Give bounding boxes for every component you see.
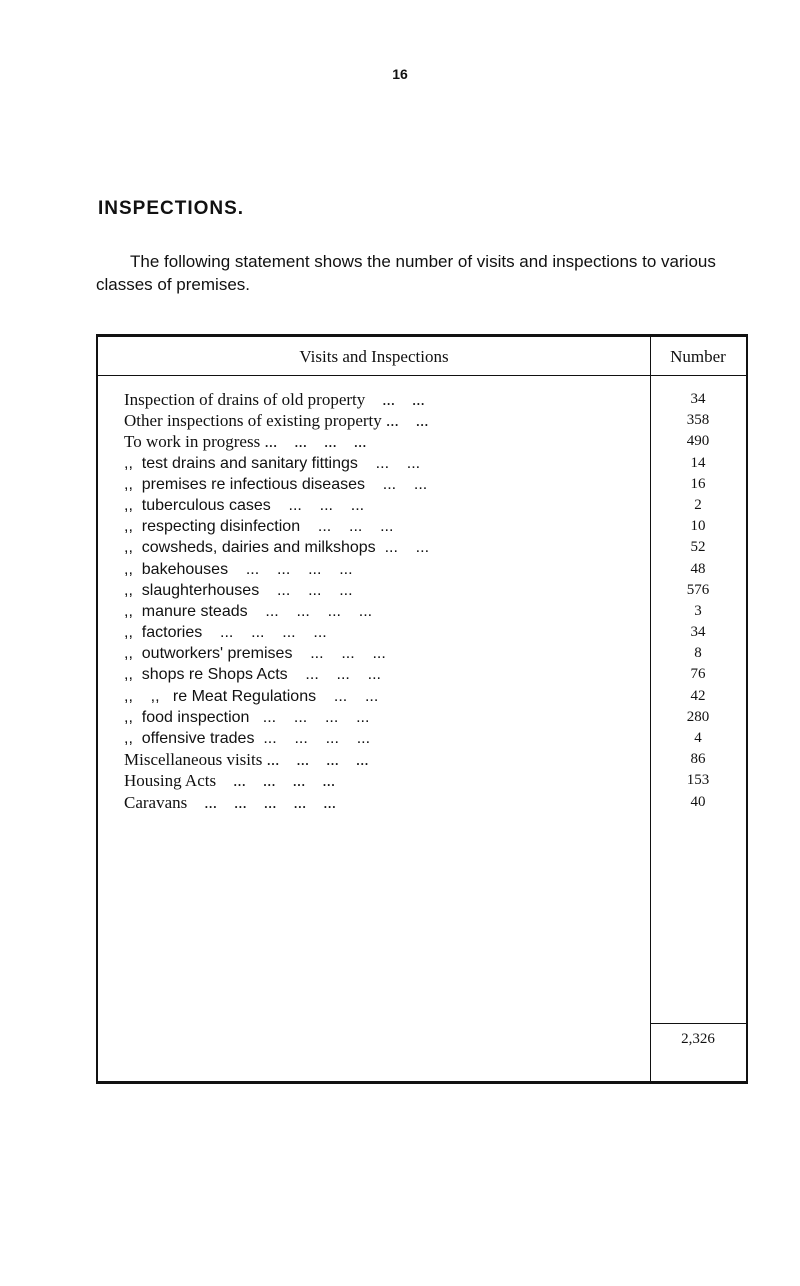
row-value: 2 <box>694 496 702 513</box>
table-row <box>98 474 746 495</box>
table-row <box>98 431 746 452</box>
table-row <box>98 707 746 728</box>
header-visits-and-inspections: Visits and Inspections <box>299 347 449 366</box>
table-row <box>98 643 746 664</box>
row-value: 16 <box>690 475 706 492</box>
row-label: ,, manure steads ... ... ... ... <box>124 602 373 620</box>
table-row <box>98 728 746 749</box>
table-row <box>98 453 746 474</box>
row-value: 576 <box>686 581 710 598</box>
row-value: 42 <box>690 687 706 704</box>
row-label: Miscellaneous visits ... ... ... ... <box>124 750 369 770</box>
table-row <box>98 749 746 770</box>
row-value: 14 <box>690 454 706 471</box>
row-label: ,, food inspection ... ... ... ... <box>124 708 370 726</box>
row-value: 280 <box>686 708 710 725</box>
row-value: 4 <box>694 730 702 746</box>
row-label: ,, respecting disinfection ... ... ... <box>124 518 394 536</box>
header-number: Number <box>670 347 726 366</box>
row-label: ,, outworkers' premises ... ... ... <box>124 645 386 663</box>
table-row <box>98 495 746 516</box>
row-value: 3 <box>694 602 702 619</box>
table-row <box>98 410 746 431</box>
table-row <box>98 516 746 537</box>
table-row <box>98 389 746 410</box>
page-heading: INSPECTIONS. <box>98 198 245 219</box>
table-row <box>98 601 746 622</box>
row-label: ,, slaughterhouses ... ... ... <box>124 581 353 599</box>
row-label: To work in progress ... ... ... ... <box>124 432 367 452</box>
table-row <box>98 580 746 601</box>
row-value: 86 <box>690 751 706 768</box>
table-row <box>98 664 746 685</box>
table-body <box>98 389 746 813</box>
row-label: Inspection of drains of old property ... ... <box>124 390 425 409</box>
row-value: 8 <box>694 645 702 662</box>
intro-paragraph: The following statement shows the number of visits and inspections to various classes of premises. <box>96 252 716 294</box>
row-value: 490 <box>686 433 710 450</box>
row-label: Caravans ... ... ... ... ... <box>124 792 337 812</box>
row-label: Housing Acts ... ... ... ... <box>124 771 336 791</box>
row-label: Other inspections of existing property ... ... <box>124 411 429 431</box>
table-row <box>98 537 746 558</box>
row-label: ,, ,, re Meat Regulations ... ... <box>124 687 379 705</box>
table-header <box>98 337 746 376</box>
row-value: 358 <box>686 412 710 429</box>
table-row <box>98 622 746 643</box>
row-label: ,, tuberculous cases ... ... ... <box>124 496 365 514</box>
row-value: 40 <box>690 793 706 810</box>
row-value: 48 <box>690 560 706 577</box>
row-label: ,, test drains and sanitary fittings ... ... <box>124 454 421 472</box>
row-value: 34 <box>690 391 706 407</box>
total-value: 2,326 <box>681 1031 715 1047</box>
table-row <box>98 559 746 580</box>
table-row <box>98 686 746 707</box>
row-value: 52 <box>690 539 706 556</box>
row-value: 10 <box>690 518 706 535</box>
table-row <box>98 792 746 813</box>
row-value: 153 <box>686 772 710 789</box>
row-value: 34 <box>690 624 706 641</box>
row-label: ,, factories ... ... ... ... <box>124 624 327 642</box>
table-row <box>98 770 746 791</box>
total-rule <box>650 1023 748 1024</box>
row-value: 76 <box>690 666 706 683</box>
page-number: 16 <box>392 66 408 82</box>
row-label: ,, bakehouses ... ... ... ... <box>124 560 353 578</box>
row-label: ,, premises re infectious diseases ... ... <box>124 475 428 493</box>
row-label: ,, offensive trades ... ... ... ... <box>124 730 371 747</box>
row-label: ,, cowsheds, dairies and milkshops ... ... <box>124 539 430 557</box>
row-label: ,, shops re Shops Acts ... ... ... <box>124 666 381 684</box>
inspections-table <box>96 334 748 1084</box>
